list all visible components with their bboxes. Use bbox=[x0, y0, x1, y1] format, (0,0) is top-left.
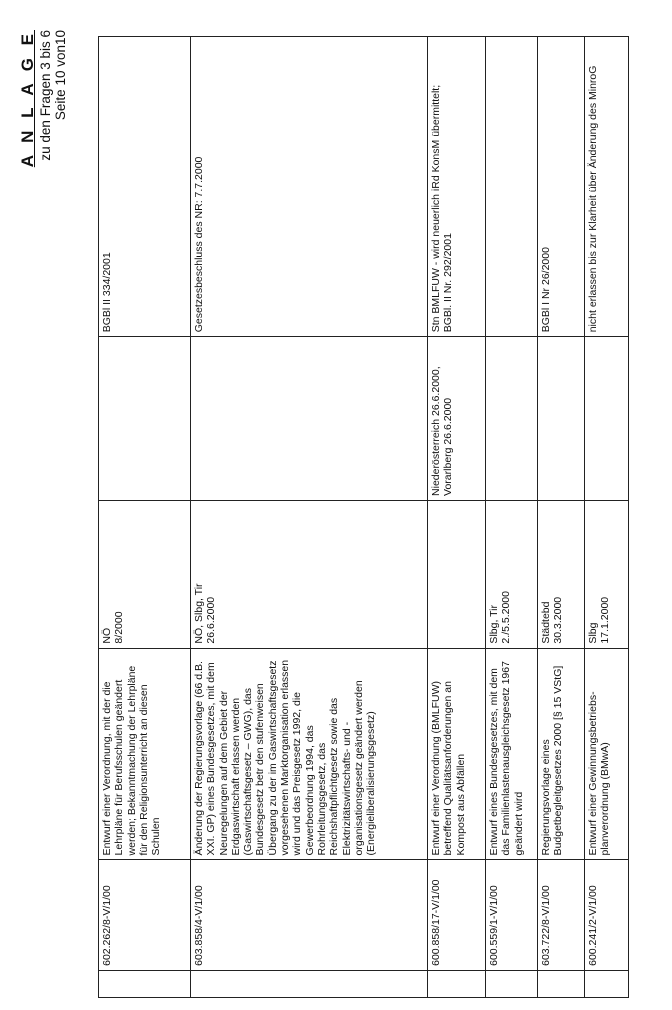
subject-cell: Entwurf eines Bundesgesetzes, mit dem das Familienlastenausgleichsgesetz 1967 geändert wird bbox=[486, 648, 538, 860]
row-margin-cell bbox=[428, 970, 486, 997]
states-cell bbox=[428, 500, 486, 648]
states-cell: Slbg, Tir 2./5.5.2000 bbox=[486, 500, 538, 648]
row-margin-cell bbox=[585, 970, 629, 997]
subject-cell: Entwurf einer Gewinnungsbetriebs-planverordnung (BMwA) bbox=[585, 648, 629, 860]
row-margin-cell bbox=[99, 970, 191, 997]
reference-cell: 602.262/8-V/1/00 bbox=[99, 860, 191, 970]
result-cell bbox=[486, 37, 538, 337]
reference-cell: 600.858/17-V/1/00 bbox=[428, 860, 486, 970]
table-row bbox=[428, 37, 486, 998]
states-cell: Slbg 17.1.2000 bbox=[585, 500, 629, 648]
statement-cell bbox=[99, 337, 191, 501]
page-number: Seite 10 von10 bbox=[53, 30, 68, 121]
row-margin-cell bbox=[538, 970, 585, 997]
statement-cell bbox=[191, 337, 428, 501]
table-row bbox=[99, 37, 191, 998]
subject-cell: Regierungsvorlage eines Budgetbegleitgesetzes 2000 [§ 15 VStG] bbox=[538, 648, 585, 860]
states-cell: NÖ 8/2000 bbox=[99, 500, 191, 648]
reference-cell: 600.559/1-V/1/00 bbox=[486, 860, 538, 970]
annex-table bbox=[98, 36, 629, 998]
annex-subtitle: zu den Fragen 3 bis 6 bbox=[38, 30, 53, 161]
row-margin-cell bbox=[486, 970, 538, 997]
states-cell: Städtebd 30.3.2000 bbox=[538, 500, 585, 648]
result-cell: BGBl I Nr 26/2000 bbox=[538, 37, 585, 337]
statement-cell bbox=[486, 337, 538, 501]
reference-cell: 603.722/8-V/1/00 bbox=[538, 860, 585, 970]
result-cell: BGBl II 334/2001 bbox=[99, 37, 191, 337]
result-cell: Gesetzesbeschluss des NR: 7.7.2000 bbox=[191, 37, 428, 337]
subject-cell: Änderung der Regierungsvorlage (66 d.B. XXI. GP) eines Bundesgesetzes, mit dem Neuregelungen auf dem Gebiet der Erdgaswirtschaft erlassen werden (Gaswirtschaftsgesetz – GWG), das Bundesgesetz betr den stufenweisen Übergang zu der im Gaswirtschaftsgesetz vorgesehenen Marktorganisation erlassen wird und das Preisgesetz 1992, die Gewerbeordnung 1994, das Rohrleitungsgesetz, das Reichshaftpflichtgesetz sowie das Elektrizitätswirtschafts- und -organisationsgesetz geändert werden (Energieliberalisierungsgesetz) bbox=[191, 648, 428, 860]
table-row bbox=[585, 37, 629, 998]
statement-cell bbox=[538, 337, 585, 501]
subject-cell: Entwurf einer Verordnung (BMLFUW) betreffend Qualitätsanforderungen an Kompost aus Abfällen bbox=[428, 648, 486, 860]
table-row bbox=[538, 37, 585, 998]
states-cell: NÖ, Slbg, Tir 26.6.2000 bbox=[191, 500, 428, 648]
page-header bbox=[18, 30, 68, 167]
statement-cell: Niederösterreich 26.6.2000, Vorarlberg 26.6.2000 bbox=[428, 337, 486, 501]
reference-cell: 600.241/2-V/1/00 bbox=[585, 860, 629, 970]
subject-cell: Entwurf einer Verordnung, mit der die Lehrpläne für Berufsschulen geändert werden; Bekanntmachung der Lehrpläne für den Religionsunterricht an diesen Schulen bbox=[99, 648, 191, 860]
annex-title: A N L A G E bbox=[18, 30, 37, 168]
result-cell: nicht erlassen bis zur Klarheit über Änderung des MinroG bbox=[585, 37, 629, 337]
row-margin-cell bbox=[191, 970, 428, 997]
table-row bbox=[191, 37, 428, 998]
result-cell: Stn BMLFUW - wird neuerlich iRd KonsM übermittelt; BGBl. II Nr. 292/2001 bbox=[428, 37, 486, 337]
reference-cell: 603.858/4-V/1/00 bbox=[191, 860, 428, 970]
rotated-content bbox=[10, 18, 660, 998]
table-row bbox=[486, 37, 538, 998]
statement-cell bbox=[585, 337, 629, 501]
